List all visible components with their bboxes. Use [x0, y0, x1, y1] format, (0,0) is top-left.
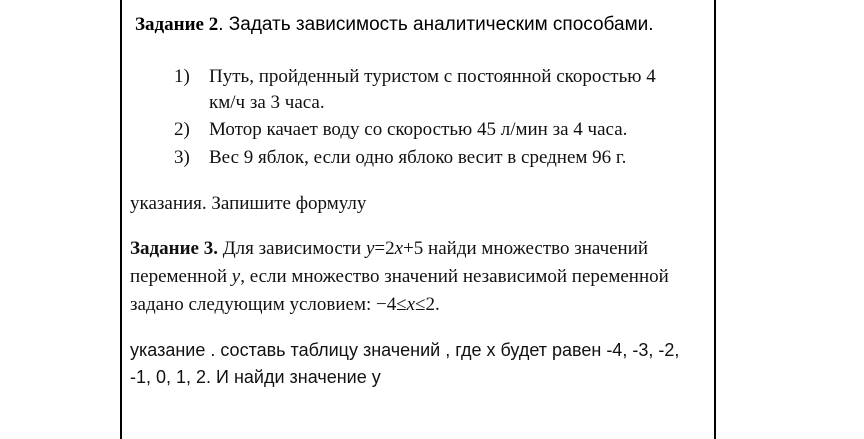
document-page — [120, 0, 716, 439]
list-item-text: Вес 9 яблок, если одно яблоко весит в среднем 96 г. — [209, 147, 627, 168]
task-3-line-3 — [130, 294, 440, 316]
hint-2-line-1: указание . составь таблицу значений , где х будет равен -4, -3, -2, — [130, 340, 680, 360]
formula-eq: =2 — [374, 238, 395, 259]
list-item-text: Мотор качает воду со скоростью 45 л/мин за 4 часа. — [209, 119, 628, 140]
formula-rest: +5 найди множество значений — [403, 238, 649, 259]
task-3-text: , если множество значений независимой переменной — [240, 266, 669, 287]
list-item-1-continuation: км/ч за 3 часа. — [209, 92, 325, 113]
hint-1: указания. Запишите формулу — [130, 193, 367, 214]
list-item-3 — [174, 147, 694, 171]
list-item-2 — [174, 119, 694, 143]
task-3-line-2 — [130, 266, 669, 288]
var-x: x — [406, 294, 416, 315]
task-3-text: задано следующим условием: −4≤ — [130, 294, 407, 315]
list-item-number: 1) — [174, 66, 190, 87]
task-3-label: Задание 3. — [130, 238, 218, 259]
list-item-text: Путь, пройденный туристом с постоянной скоростью 4 — [209, 66, 656, 87]
task-3-text: переменной — [130, 266, 232, 287]
task-3-text: Для зависимости — [217, 238, 366, 259]
formula-var-y: y — [365, 238, 375, 259]
var-y: y — [231, 266, 241, 287]
hint-2-line-2: -1, 0, 1, 2. И найди значение у — [130, 367, 381, 387]
formula-var-x: x — [394, 238, 404, 259]
list-item-number: 2) — [174, 119, 190, 140]
list-item-number: 3) — [174, 147, 190, 168]
task-2-label: Задание 2 — [135, 14, 219, 35]
task-2-text: . Задать зависимость аналитическим способами. — [218, 14, 654, 35]
task-3-line-1 — [130, 238, 648, 260]
task-2-heading — [135, 14, 654, 36]
list-item-1 — [174, 66, 694, 90]
task-3-text: ≤2. — [415, 294, 440, 315]
